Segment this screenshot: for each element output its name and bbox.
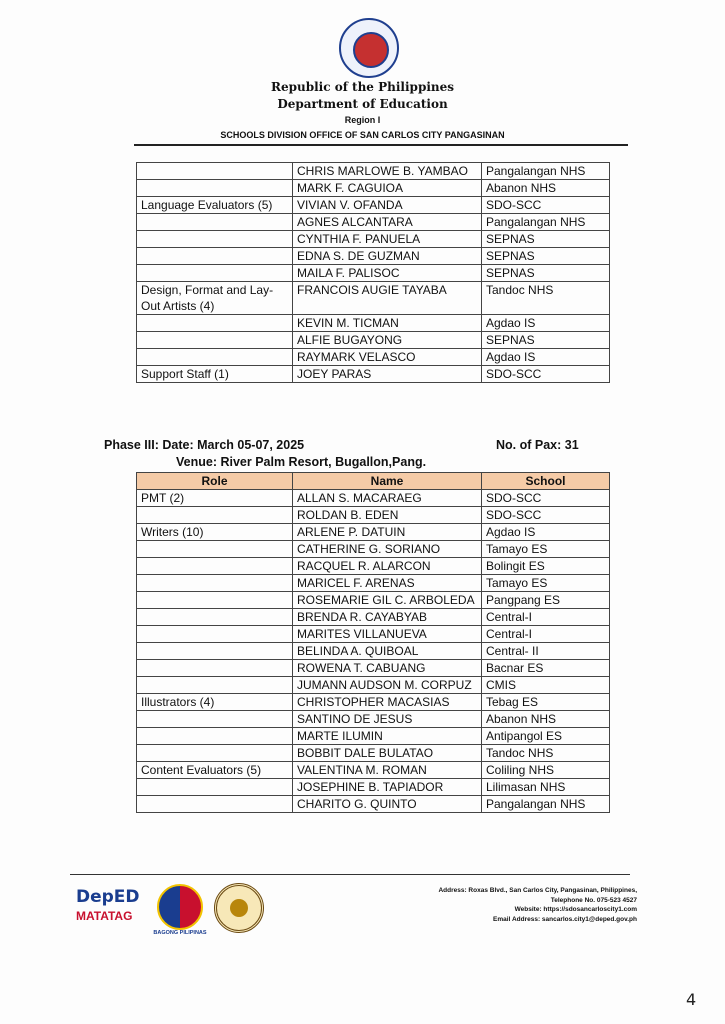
name-cell: KEVIN M. TICMAN xyxy=(293,315,482,332)
matatag-text: MATATAG xyxy=(76,909,133,923)
footer-address: Address: Roxas Blvd., San Carlos City, Pangasinan, Philippines, xyxy=(438,887,637,894)
table-row xyxy=(137,558,610,575)
table-row xyxy=(137,694,610,711)
name-cell: AGNES ALCANTARA xyxy=(293,214,482,231)
role-cell xyxy=(137,592,293,609)
table-row xyxy=(137,180,610,197)
footer-telephone: Telephone No. 075-523 4527 xyxy=(550,896,637,904)
role-cell xyxy=(137,626,293,643)
name-cell: RAYMARK VELASCO xyxy=(293,349,482,366)
table-row xyxy=(137,265,610,282)
table-row xyxy=(137,507,610,524)
role-cell xyxy=(137,541,293,558)
name-cell: BRENDA R. CAYABYAB xyxy=(293,609,482,626)
column-header: Role xyxy=(137,473,293,490)
school-cell: Pangalangan NHS xyxy=(482,796,610,813)
school-cell: Lilimasan NHS xyxy=(482,779,610,796)
name-cell: ALLAN S. MACARAEG xyxy=(293,490,482,507)
column-header: Name xyxy=(293,473,482,490)
phase-pax: No. of Pax: 31 xyxy=(496,438,579,452)
role-cell xyxy=(137,507,293,524)
name-cell: RACQUEL R. ALARCON xyxy=(293,558,482,575)
school-cell: Pangpang ES xyxy=(482,592,610,609)
role-cell xyxy=(137,575,293,592)
school-cell: SDO-SCC xyxy=(482,490,610,507)
school-cell: Pangalangan NHS xyxy=(482,163,610,180)
name-cell: MARK F. CAGUIOA xyxy=(293,180,482,197)
footer-divider xyxy=(70,874,630,875)
column-header: School xyxy=(482,473,610,490)
school-cell: SDO-SCC xyxy=(482,366,610,383)
role-cell: Support Staff (1) xyxy=(137,366,293,383)
school-cell: Bacnar ES xyxy=(482,660,610,677)
table-row xyxy=(137,197,610,214)
bagong-pilipinas-text: BAGONG PILIPINAS xyxy=(153,930,207,936)
header-division: SCHOOLS DIVISION OFFICE OF SAN CARLOS CITY PANGASINAN xyxy=(220,130,505,140)
role-cell xyxy=(137,779,293,796)
table-row xyxy=(137,677,610,694)
role-cell xyxy=(137,265,293,282)
header-department: Department of Education xyxy=(277,97,448,111)
header-divider xyxy=(134,144,628,146)
role-cell xyxy=(137,163,293,180)
footer-email: Email Address: sancarlos.city1@deped.gov.ph xyxy=(493,915,637,923)
deped-matatag-logo xyxy=(76,887,146,933)
name-cell: CHRISTOPHER MACASIAS xyxy=(293,694,482,711)
footer-contact xyxy=(438,886,637,924)
name-cell: CYNTHIA F. PANUELA xyxy=(293,231,482,248)
name-cell: MARICEL F. ARENAS xyxy=(293,575,482,592)
table-row xyxy=(137,248,610,265)
school-cell: SEPNAS xyxy=(482,265,610,282)
school-cell: Abanon NHS xyxy=(482,180,610,197)
table-row xyxy=(137,711,610,728)
school-cell: Tamayo ES xyxy=(482,575,610,592)
school-cell: SDO-SCC xyxy=(482,197,610,214)
table-row xyxy=(137,796,610,813)
school-cell: Central-I xyxy=(482,626,610,643)
table-row xyxy=(137,745,610,762)
school-cell: Agdao IS xyxy=(482,315,610,332)
role-cell xyxy=(137,711,293,728)
role-cell xyxy=(137,796,293,813)
role-cell: Illustrators (4) xyxy=(137,694,293,711)
role-cell xyxy=(137,745,293,762)
name-cell: JOSEPHINE B. TAPIADOR xyxy=(293,779,482,796)
school-cell: Pangalangan NHS xyxy=(482,214,610,231)
table-row xyxy=(137,762,610,779)
phase-venue: Venue: River Palm Resort, Bugallon,Pang. xyxy=(176,455,427,469)
table-row xyxy=(137,660,610,677)
name-cell: EDNA S. DE GUZMAN xyxy=(293,248,482,265)
name-cell: JUMANN AUDSON M. CORPUZ xyxy=(293,677,482,694)
role-cell: Design, Format and Lay-Out Artists (4) xyxy=(137,282,293,315)
role-cell xyxy=(137,231,293,248)
table-row xyxy=(137,779,610,796)
school-cell: SEPNAS xyxy=(482,248,610,265)
table-row xyxy=(137,163,610,180)
role-cell xyxy=(137,180,293,197)
role-cell: Content Evaluators (5) xyxy=(137,762,293,779)
role-cell xyxy=(137,558,293,575)
role-cell: PMT (2) xyxy=(137,490,293,507)
name-cell: MARITES VILLANUEVA xyxy=(293,626,482,643)
personnel-table-continued xyxy=(136,162,610,383)
table-row xyxy=(137,541,610,558)
school-cell: SEPNAS xyxy=(482,332,610,349)
table-row xyxy=(137,592,610,609)
table-row xyxy=(137,282,610,315)
bagong-pilipinas-logo xyxy=(152,884,208,942)
name-cell: ROWENA T. CABUANG xyxy=(293,660,482,677)
name-cell: VALENTINA M. ROMAN xyxy=(293,762,482,779)
role-cell xyxy=(137,248,293,265)
table-row xyxy=(137,575,610,592)
table-row xyxy=(137,315,610,332)
school-cell: Bolingit ES xyxy=(482,558,610,575)
name-cell: MAILA F. PALISOC xyxy=(293,265,482,282)
role-cell xyxy=(137,315,293,332)
school-cell: Antipangol ES xyxy=(482,728,610,745)
role-cell xyxy=(137,677,293,694)
table-row xyxy=(137,643,610,660)
school-cell: Tamayo ES xyxy=(482,541,610,558)
name-cell: ALFIE BUGAYONG xyxy=(293,332,482,349)
table-row xyxy=(137,332,610,349)
school-cell: Tebag ES xyxy=(482,694,610,711)
sdo-division-seal xyxy=(214,883,264,933)
table-row xyxy=(137,609,610,626)
school-cell: Abanon NHS xyxy=(482,711,610,728)
name-cell: BOBBIT DALE BULATAO xyxy=(293,745,482,762)
name-cell: FRANCOIS AUGIE TAYABA xyxy=(293,282,482,315)
deped-logo-text: DepED xyxy=(76,887,140,907)
role-cell xyxy=(137,214,293,231)
name-cell: ARLENE P. DATUIN xyxy=(293,524,482,541)
school-cell: SEPNAS xyxy=(482,231,610,248)
table-row xyxy=(137,626,610,643)
footer-website: Website: https://sdosancarloscity1.com xyxy=(514,906,637,913)
name-cell: CHARITO G. QUINTO xyxy=(293,796,482,813)
header-republic: Republic of the Philippines xyxy=(270,80,455,94)
name-cell: ROSEMARIE GIL C. ARBOLEDA xyxy=(293,592,482,609)
school-cell: Central- II xyxy=(482,643,610,660)
role-cell xyxy=(137,643,293,660)
school-cell: CMIS xyxy=(482,677,610,694)
table-row xyxy=(137,231,610,248)
table-row xyxy=(137,349,610,366)
name-cell: CATHERINE G. SORIANO xyxy=(293,541,482,558)
deped-seal-logo xyxy=(339,18,399,78)
role-cell: Writers (10) xyxy=(137,524,293,541)
name-cell: BELINDA A. QUIBOAL xyxy=(293,643,482,660)
school-cell: Coliling NHS xyxy=(482,762,610,779)
role-cell xyxy=(137,609,293,626)
name-cell: SANTINO DE JESUS xyxy=(293,711,482,728)
school-cell: Agdao IS xyxy=(482,349,610,366)
role-cell xyxy=(137,349,293,366)
role-cell xyxy=(137,660,293,677)
name-cell: JOEY PARAS xyxy=(293,366,482,383)
table-row xyxy=(137,214,610,231)
school-cell: Agdao IS xyxy=(482,524,610,541)
table-row xyxy=(137,524,610,541)
school-cell: Tandoc NHS xyxy=(482,282,610,315)
table-row xyxy=(137,366,610,383)
header-region: Region I xyxy=(344,115,381,125)
page-number: 4 xyxy=(686,990,697,1009)
phase-title: Phase III: Date: March 05-07, 2025 xyxy=(104,438,305,452)
school-cell: Central-I xyxy=(482,609,610,626)
school-cell: Tandoc NHS xyxy=(482,745,610,762)
role-cell xyxy=(137,728,293,745)
school-cell: SDO-SCC xyxy=(482,507,610,524)
name-cell: CHRIS MARLOWE B. YAMBAO xyxy=(293,163,482,180)
name-cell: VIVIAN V. OFANDA xyxy=(293,197,482,214)
table-row xyxy=(137,490,610,507)
phase3-personnel-table xyxy=(136,472,610,813)
name-cell: MARTE ILUMIN xyxy=(293,728,482,745)
role-cell: Language Evaluators (5) xyxy=(137,197,293,214)
table-row xyxy=(137,728,610,745)
name-cell: ROLDAN B. EDEN xyxy=(293,507,482,524)
role-cell xyxy=(137,332,293,349)
